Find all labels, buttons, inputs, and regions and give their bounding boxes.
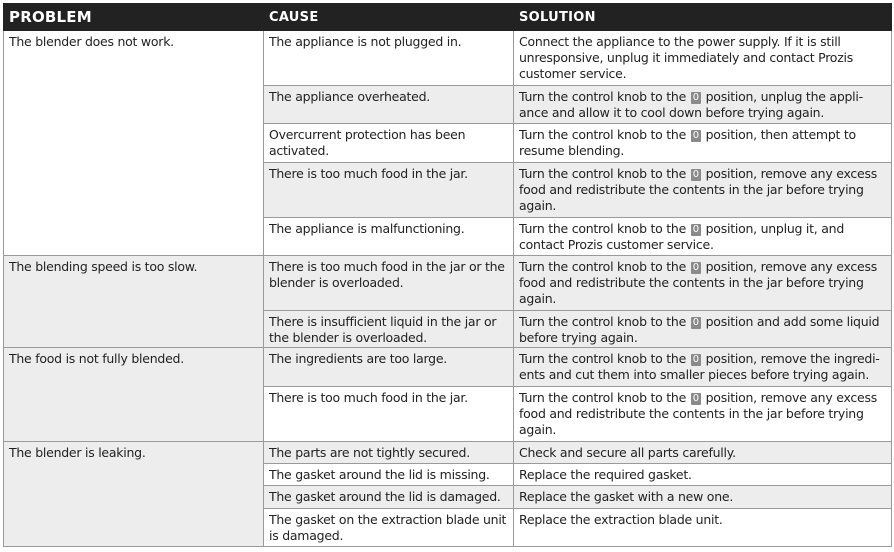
knob-zero-icon: 0 (692, 92, 699, 103)
troubleshooting-table (3, 3, 892, 547)
solution-cell (514, 311, 892, 348)
solution-text: Turn the control knob to the (519, 221, 687, 236)
solution-text: Turn the control knob to the (519, 390, 687, 405)
cause-cell: There is too much food in the jar or the blender is overloaded. (264, 256, 514, 311)
cause-cell: There is too much food in the jar. (264, 163, 514, 218)
cause-cell: There is insufficient liquid in the jar or the blender is overloaded. (264, 311, 514, 348)
solution-cell (514, 486, 892, 509)
solution-text: position and add some liquid before trying again. (519, 314, 880, 345)
solution-text: position, remove any excess food and redistribute the contents in the jar before trying again. (519, 390, 877, 437)
solution-text: Turn the control knob to the (519, 166, 687, 181)
knob-zero-icon: 0 (692, 130, 699, 141)
cause-cell: The ingredients are too large. (264, 348, 514, 387)
cause-cell: The parts are not tightly secured. (264, 442, 514, 464)
problem-cell: The blender does not work. (4, 31, 264, 256)
solution-cell (514, 31, 892, 86)
solution-text: Turn the control knob to the (519, 89, 687, 104)
cause-cell: The gasket around the lid is damaged. (264, 486, 514, 509)
solution-text: Turn the control knob to the (519, 259, 687, 274)
header-problem: PROBLEM (4, 4, 264, 31)
solution-cell (514, 86, 892, 124)
table-row (4, 442, 892, 464)
solution-text: position, unplug it, and contact Prozis customer service. (519, 221, 845, 252)
solution-text: position, remove the ingredi-ents and cut them into smaller pieces before trying again. (519, 351, 880, 382)
solution-text: Turn the control knob to the (519, 127, 687, 142)
solution-text: Turn the control knob to the (519, 314, 687, 329)
problem-cell: The food is not fully blended. (4, 348, 264, 442)
cause-cell: The appliance is not plugged in. (264, 31, 514, 86)
table-row (4, 256, 892, 311)
table-row (4, 348, 892, 387)
solution-text: position, unplug the appli-ance and allow it to cool down before trying again. (519, 89, 863, 120)
solution-text: Connect the appliance to the power supply. If it is still unresponsive, unplug it immediately and contact Prozis customer service. (519, 34, 854, 81)
knob-zero-icon: 0 (692, 169, 699, 180)
troubleshooting-table-container (3, 3, 891, 547)
header-solution: SOLUTION (514, 4, 892, 31)
solution-text: Check and secure all parts carefully. (519, 445, 736, 460)
knob-zero-icon: 0 (692, 354, 699, 365)
solution-cell (514, 348, 892, 387)
problem-cell: The blending speed is too slow. (4, 256, 264, 348)
solution-text: position, then attempt to resume blending. (519, 127, 856, 158)
cause-cell: The appliance overheated. (264, 86, 514, 124)
cause-cell: The gasket on the extraction blade unit is damaged. (264, 509, 514, 547)
solution-text: Replace the gasket with a new one. (519, 489, 734, 504)
solution-text: position, remove any excess food and redistribute the contents in the jar before trying again. (519, 259, 877, 306)
cause-cell: There is too much food in the jar. (264, 387, 514, 442)
solution-text: Turn the control knob to the (519, 351, 687, 366)
cause-cell: The gasket around the lid is missing. (264, 464, 514, 486)
table-row (4, 31, 892, 86)
problem-cell: The blender is leaking. (4, 442, 264, 547)
solution-cell (514, 256, 892, 311)
solution-cell (514, 509, 892, 547)
solution-cell (514, 218, 892, 256)
solution-cell (514, 124, 892, 163)
solution-cell (514, 163, 892, 218)
knob-zero-icon: 0 (692, 317, 699, 328)
cause-cell: Overcurrent protection has been activated. (264, 124, 514, 163)
solution-text: Replace the extraction blade unit. (519, 512, 723, 527)
cause-cell: The appliance is malfunctioning. (264, 218, 514, 256)
knob-zero-icon: 0 (692, 393, 699, 404)
header-cause: CAUSE (264, 4, 514, 31)
header-row (4, 4, 892, 31)
solution-cell (514, 442, 892, 464)
knob-zero-icon: 0 (692, 262, 699, 273)
knob-zero-icon: 0 (692, 224, 699, 235)
solution-cell (514, 387, 892, 442)
solution-text: position, remove any excess food and redistribute the contents in the jar before trying again. (519, 166, 877, 213)
solution-cell (514, 464, 892, 486)
solution-text: Replace the required gasket. (519, 467, 692, 482)
